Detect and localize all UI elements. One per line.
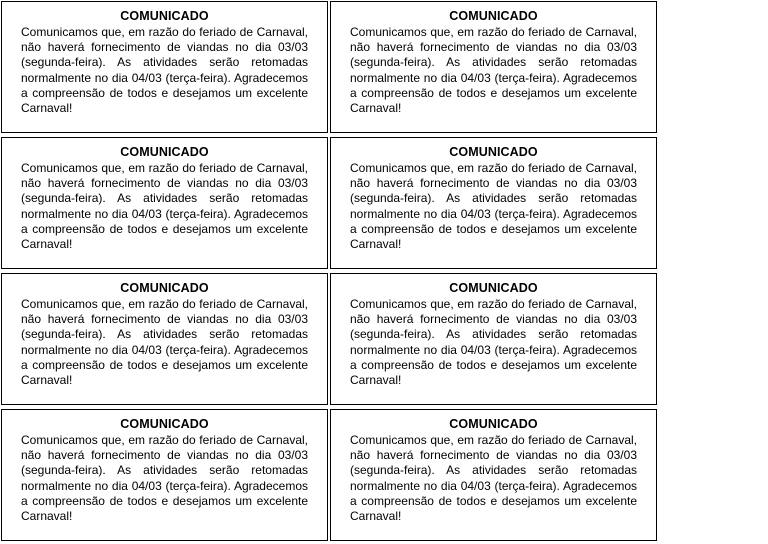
notice-card: [330, 137, 657, 269]
notice-title: COMUNICADO: [120, 281, 209, 295]
notice-title: COMUNICADO: [120, 9, 209, 23]
notice-card: [1, 273, 328, 405]
notice-body: Comunicamos que, em razão do feriado de Carnaval, não haverá fornecimento de viandas no dia 03/03 (segunda-feira). As atividades serão retomadas normalmente no dia 04/03 (terça-feira). Agradecemos a compreensão de todos e desejamos um excelente Carnaval!: [350, 433, 637, 524]
notice-title: COMUNICADO: [449, 281, 538, 295]
notice-card: [1, 137, 328, 269]
notice-body: Comunicamos que, em razão do feriado de Carnaval, não haverá fornecimento de viandas no dia 03/03 (segunda-feira). As atividades serão retomadas normalmente no dia 04/03 (terça-feira). Agradecemos a compreensão de todos e desejamos um excelente Carnaval!: [21, 297, 308, 388]
notice-body: Comunicamos que, em razão do feriado de Carnaval, não haverá fornecimento de viandas no dia 03/03 (segunda-feira). As atividades serão retomadas normalmente no dia 04/03 (terça-feira). Agradecemos a compreensão de todos e desejamos um excelente Carnaval!: [21, 161, 308, 252]
notice-card: [330, 1, 657, 133]
notice-title: COMUNICADO: [120, 417, 209, 431]
notice-title: COMUNICADO: [449, 417, 538, 431]
notice-card: [330, 409, 657, 541]
notice-body: Comunicamos que, em razão do feriado de Carnaval, não haverá fornecimento de viandas no dia 03/03 (segunda-feira). As atividades serão retomadas normalmente no dia 04/03 (terça-feira). Agradecemos a compreensão de todos e desejamos um excelente Carnaval!: [350, 161, 637, 252]
notice-body: Comunicamos que, em razão do feriado de Carnaval, não haverá fornecimento de viandas no dia 03/03 (segunda-feira). As atividades serão retomadas normalmente no dia 04/03 (terça-feira). Agradecemos a compreensão de todos e desejamos um excelente Carnaval!: [21, 25, 308, 116]
notice-title: COMUNICADO: [449, 145, 538, 159]
notice-body: Comunicamos que, em razão do feriado de Carnaval, não haverá fornecimento de viandas no dia 03/03 (segunda-feira). As atividades serão retomadas normalmente no dia 04/03 (terça-feira). Agradecemos a compreensão de todos e desejamos um excelente Carnaval!: [21, 433, 308, 524]
notice-body: Comunicamos que, em razão do feriado de Carnaval, não haverá fornecimento de viandas no dia 03/03 (segunda-feira). As atividades serão retomadas normalmente no dia 04/03 (terça-feira). Agradecemos a compreensão de todos e desejamos um excelente Carnaval!: [350, 25, 637, 116]
notice-title: COMUNICADO: [449, 9, 538, 23]
notice-card: [1, 409, 328, 541]
notice-card: [1, 1, 328, 133]
notice-card: [330, 273, 657, 405]
notice-body: Comunicamos que, em razão do feriado de Carnaval, não haverá fornecimento de viandas no dia 03/03 (segunda-feira). As atividades serão retomadas normalmente no dia 04/03 (terça-feira). Agradecemos a compreensão de todos e desejamos um excelente Carnaval!: [350, 297, 637, 388]
notice-title: COMUNICADO: [120, 145, 209, 159]
notice-grid: [1, 1, 657, 541]
